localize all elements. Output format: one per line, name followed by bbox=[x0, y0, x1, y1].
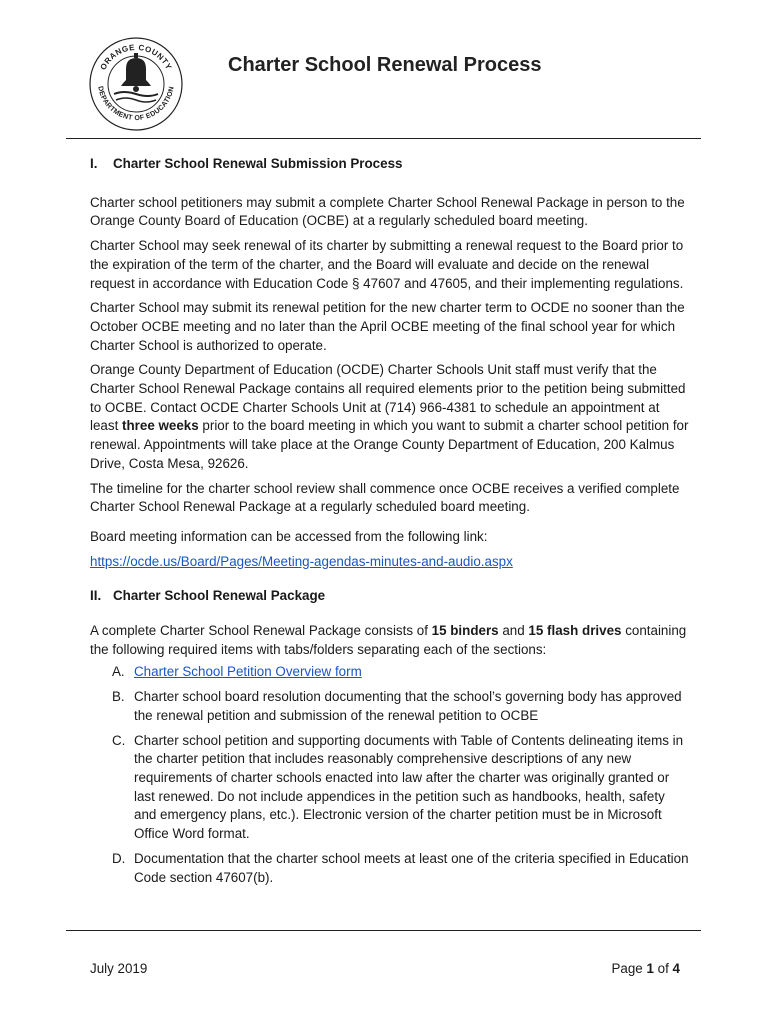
required-items-list bbox=[90, 663, 690, 887]
paragraph: Charter School may seek renewal of its charter by submitting a renewal request to the Board prior to the expiration of the term of the charter, and the Board will evaluate and decide on the renewal request in accordance with Education Code § 47607 and 47605, and their implementing regulations. bbox=[90, 238, 684, 291]
section-1-number: I. bbox=[90, 156, 98, 171]
svg-text:ORANGE COUNTY: ORANGE COUNTY bbox=[98, 42, 174, 72]
section-2-heading bbox=[90, 587, 690, 606]
paragraph: Board meeting information can be accessed from the following link: bbox=[90, 528, 488, 544]
list-item: B. Charter school board resolution documenting that the school’s governing body has approved the renewal petition and submission of the renewal petition to OCBE bbox=[112, 689, 682, 723]
paragraph: Charter school petitioners may submit a complete Charter School Renewal Package in person to the Orange County Board of Education (OCBE) at a regularly scheduled board meeting. bbox=[90, 194, 685, 229]
paragraph: A complete Charter School Renewal Package consists of 15 binders and 15 flash drives containing the following required items with tabs/folders separating each of the sections: bbox=[90, 623, 687, 657]
section-1-heading bbox=[90, 155, 690, 174]
page-number: Page 1 of 4 bbox=[611, 961, 680, 976]
section-1-title: Charter School Renewal Submission Process bbox=[113, 156, 403, 171]
petition-overview-form-link[interactable]: Charter School Petition Overview form bbox=[134, 664, 362, 680]
header-divider bbox=[66, 138, 701, 139]
ocde-seal-logo bbox=[88, 36, 184, 132]
list-item: A. Charter School Petition Overview form bbox=[112, 664, 362, 680]
section-2-number: II. bbox=[90, 588, 102, 604]
paragraph: Orange County Department of Education (OCDE) Charter Schools Unit staff must verify that the Charter School Renewal Package contains all required elements prior to the petition being submitted to OCBE. Contact OCDE Charter Schools Unit at (714) 966-4381 to schedule an appointment at least three weeks prior to the board meeting in which you want to submit a charter school petition for renewal. Appointments will take place at the Orange County Department of Education, 200 Kalmus Drive, Costa Mesa, 92626. bbox=[90, 362, 689, 471]
footer-divider bbox=[66, 930, 701, 931]
footer-date: July 2019 bbox=[90, 961, 148, 976]
page-title: Charter School Renewal Process bbox=[228, 54, 542, 76]
paragraph: The timeline for the charter school review shall commence once OCBE receives a verified complete Charter School Renewal Package at a regularly scheduled board meeting. bbox=[90, 480, 680, 515]
board-meetings-link[interactable]: https://ocde.us/Board/Pages/Meeting-agendas-minutes-and-audio.aspx bbox=[90, 553, 513, 569]
list-item: D. Documentation that the charter school meets at least one of the criteria specified in Education Code section 47607(b). bbox=[112, 850, 689, 885]
list-item: C. Charter school petition and supporting documents with Table of Contents delineating items in the charter petition that includes reasonably comprehensive descriptions of any new requirements of charter schools enacted into law after the charter was originally granted or last renewed. Do not include appendices in the petition such as handbooks, health, safety and emergency plans, etc.). Electronic version of the charter petition must be in Microsoft Office Word format. bbox=[112, 732, 684, 842]
svg-text:DEPARTMENT OF EDUCATION: DEPARTMENT OF EDUCATION bbox=[96, 85, 176, 123]
paragraph: Charter School may submit its renewal petition for the new charter term to OCDE no sooner than the October OCBE meeting and no later than the April OCBE meeting of the final school year for which Charter School is authorized to operate. bbox=[90, 300, 685, 353]
section-2-title: Charter School Renewal Package bbox=[113, 588, 326, 604]
document-body bbox=[90, 155, 690, 887]
